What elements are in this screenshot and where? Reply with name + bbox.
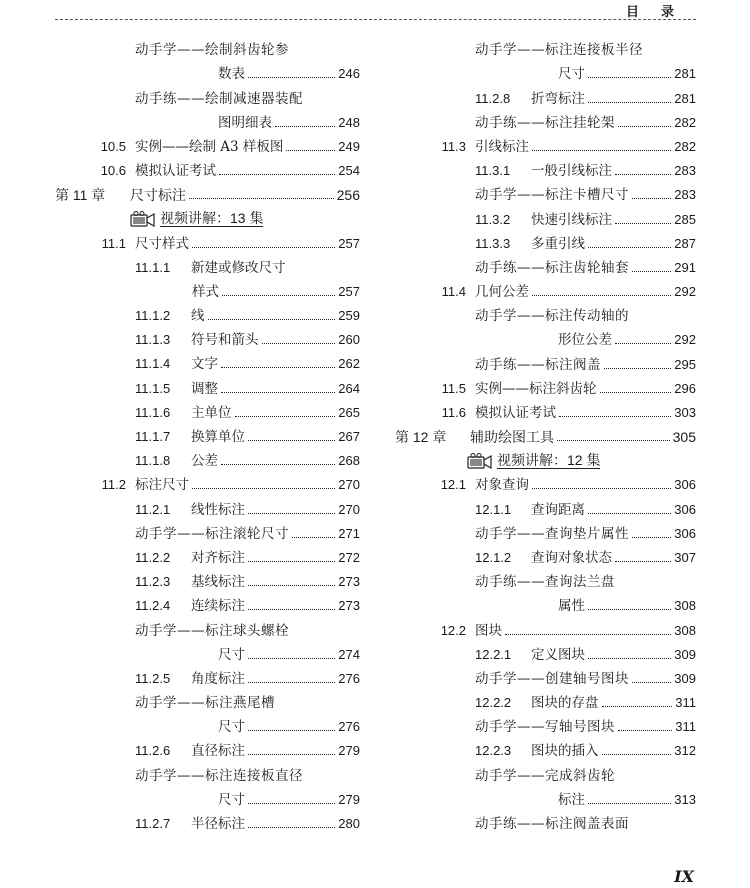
toc-entry[interactable] xyxy=(55,711,360,735)
video-camera-icon xyxy=(130,211,156,227)
toc-entry[interactable] xyxy=(55,759,360,783)
toc-entry-number: 11.1.5 xyxy=(135,380,171,396)
toc-entry[interactable] xyxy=(55,107,360,131)
toc-leader-dots xyxy=(192,247,335,248)
toc-entry-title: 直径标注 xyxy=(191,743,245,760)
toc-entry-title: 主单位 xyxy=(191,404,232,421)
toc-subsection-entry[interactable] xyxy=(55,663,360,687)
toc-subsection-entry[interactable] xyxy=(395,228,696,252)
toc-subsection-entry[interactable] xyxy=(55,300,360,324)
toc-subsection-entry[interactable] xyxy=(395,82,696,106)
toc-entry-title: 数表 xyxy=(218,66,245,83)
toc-entry-title: 实例——标注斜齿轮 xyxy=(475,380,597,397)
toc-entry-title: 查询距离 xyxy=(531,501,585,518)
toc-entry-number: 11.5 xyxy=(441,380,466,396)
toc-entry-page: 249 xyxy=(338,138,360,154)
toc-entry-page: 305 xyxy=(672,429,696,446)
toc-entry-title: 动手学——标注燕尾槽 xyxy=(135,695,275,712)
toc-entry-title: 动手学——查询垫片属性 xyxy=(475,525,629,542)
toc-entry-number: 11.3.3 xyxy=(475,235,511,251)
toc-entry-page: 257 xyxy=(338,235,360,251)
toc-entry-page: 306 xyxy=(674,525,696,541)
toc-entry-title: 基线标注 xyxy=(191,574,245,591)
toc-entry-number: 11.3 xyxy=(441,138,466,154)
toc-entry-page: 270 xyxy=(338,501,360,517)
toc-chapter-entry[interactable] xyxy=(395,421,696,445)
toc-entry-page: 311 xyxy=(675,719,696,735)
toc-leader-dots xyxy=(248,585,335,586)
toc-subsection-entry[interactable] xyxy=(55,566,360,590)
toc-entry-title: 快速引线标注 xyxy=(531,211,612,228)
toc-entry-number: 第 12 章 xyxy=(395,429,447,446)
toc-entry-number: 11.1.8 xyxy=(135,453,171,469)
toc-leader-dots xyxy=(248,561,335,562)
toc-entry-title: 换算单位 xyxy=(191,429,245,445)
toc-entry-page: 292 xyxy=(674,332,696,348)
toc-entry-number: 12.1.2 xyxy=(475,549,512,565)
running-title: 目录 xyxy=(625,4,696,19)
toc-entry-page: 264 xyxy=(338,380,360,396)
toc-subsection-entry[interactable] xyxy=(55,397,360,421)
toc-subsection-entry[interactable] xyxy=(55,372,360,396)
toc-leader-dots xyxy=(292,537,335,538)
toc-entry-page: 311 xyxy=(675,695,696,711)
toc-entry-title: 定义图块 xyxy=(531,646,585,663)
toc-entry-title: 半径标注 xyxy=(191,816,245,832)
toc-entry-title: 动手学——标注传动轴的 xyxy=(475,308,629,325)
toc-entry-title: 动手学——绘制斜齿轮参 xyxy=(135,42,289,59)
toc-section-entry[interactable] xyxy=(55,131,360,155)
toc-entry-page: 279 xyxy=(338,791,360,807)
toc-entry-title: 多重引线 xyxy=(531,235,585,252)
toc-entry[interactable] xyxy=(395,348,696,372)
toc-entry[interactable] xyxy=(395,107,696,131)
toc-leader-dots xyxy=(618,126,671,127)
toc-entry-page: 260 xyxy=(338,332,360,348)
toc-entry-number: 11.2.7 xyxy=(135,816,171,831)
toc-entry-number: 11.1.7 xyxy=(135,429,171,444)
toc-subsection-entry[interactable] xyxy=(395,542,696,566)
toc-entry[interactable] xyxy=(55,58,360,82)
toc-section-entry[interactable] xyxy=(395,131,696,155)
toc-entry-page: 308 xyxy=(674,598,696,614)
toc-entry-page: 281 xyxy=(674,66,696,82)
toc-entry-title: 公差 xyxy=(191,453,218,470)
toc-entry-title: 尺寸 xyxy=(218,719,245,736)
toc-entry-page: 276 xyxy=(338,719,360,735)
toc-entry-page: 267 xyxy=(338,429,360,444)
toc-entry-page: 265 xyxy=(338,404,360,420)
toc-entry[interactable] xyxy=(395,300,696,324)
toc-leader-dots xyxy=(588,658,671,659)
toc-entry-number: 12.2 xyxy=(440,622,466,638)
toc-entry-page: 306 xyxy=(674,501,696,517)
toc-subsection-entry[interactable] xyxy=(395,203,696,227)
toc-entry-title: 几何公差 xyxy=(475,284,529,301)
toc-leader-dots xyxy=(248,803,335,804)
toc-subsection-entry[interactable] xyxy=(395,735,696,759)
toc-entry-title: 线性标注 xyxy=(191,501,245,518)
toc-subsection-entry[interactable] xyxy=(395,687,696,711)
toc-leader-dots xyxy=(557,440,670,441)
toc-entry-title: 模拟认证考试 xyxy=(475,405,556,421)
toc-entry-number: 11.2.3 xyxy=(135,574,171,590)
toc-entry-page: 306 xyxy=(674,477,696,493)
toc-leader-dots xyxy=(588,803,671,804)
toc-entry-title: 形位公差 xyxy=(558,332,612,349)
toc-entry-number: 11.1 xyxy=(101,235,126,251)
toc-entry[interactable] xyxy=(55,34,360,58)
toc-entry-number: 11.2.8 xyxy=(475,90,511,106)
toc-section-entry[interactable] xyxy=(395,373,696,397)
toc-entry-page: 291 xyxy=(674,259,696,275)
toc-leader-dots xyxy=(588,102,671,103)
toc-entry-title: 动手学——标注连接板半径 xyxy=(475,42,643,59)
video-lecture-link[interactable] xyxy=(55,203,360,227)
toc-leader-dots xyxy=(248,440,335,441)
toc-leader-dots xyxy=(588,77,671,78)
toc-leader-dots xyxy=(615,343,671,344)
toc-entry-title: 尺寸样式 xyxy=(135,235,189,252)
toc-entry-title: 动手练——标注齿轮轴套 xyxy=(475,259,629,276)
toc-entry-number: 11.3.2 xyxy=(475,211,511,227)
toc-entry-title: 动手学——标注连接板直径 xyxy=(135,767,303,784)
toc-entry-title: 动手练——标注挂轮架 xyxy=(475,114,615,131)
toc-entry-page: 254 xyxy=(338,163,360,179)
toc-entry-number: 11.2.4 xyxy=(135,598,171,614)
toc-entry-number: 10.5 xyxy=(100,138,126,154)
toc-entry[interactable] xyxy=(395,252,696,276)
toc-section-entry[interactable] xyxy=(55,469,360,493)
toc-entry[interactable] xyxy=(395,324,696,348)
page-number: IX xyxy=(674,867,694,886)
toc-leader-dots xyxy=(618,730,672,731)
toc-entry[interactable] xyxy=(395,566,696,590)
toc-entry-title: 属性 xyxy=(558,598,585,615)
toc-entry-page: 313 xyxy=(674,791,696,807)
toc-leader-dots xyxy=(615,223,671,224)
toc-leader-dots xyxy=(208,319,336,320)
toc-leader-dots xyxy=(248,513,335,514)
toc-leader-dots xyxy=(219,174,335,175)
toc-section-entry[interactable] xyxy=(395,469,696,493)
toc-entry-page: 281 xyxy=(674,90,696,106)
toc-entry-title: 连续标注 xyxy=(191,598,245,615)
toc-entry-title: 标注 xyxy=(558,791,585,808)
toc-leader-dots xyxy=(235,416,336,417)
toc-entry-number: 11.6 xyxy=(441,405,466,420)
toc-chapter-entry[interactable] xyxy=(55,179,360,203)
toc-entry-page: 283 xyxy=(674,187,696,203)
toc-section-entry[interactable] xyxy=(395,276,696,300)
toc-entry[interactable] xyxy=(55,639,360,663)
toc-entry[interactable] xyxy=(55,784,360,808)
toc-entry[interactable] xyxy=(55,614,360,638)
toc-entry-page: 246 xyxy=(338,66,360,82)
toc-entry-page: 276 xyxy=(338,670,360,686)
toc-leader-dots xyxy=(248,754,335,755)
toc-entry-page: 295 xyxy=(674,356,696,372)
toc-entry[interactable] xyxy=(395,590,696,614)
toc-entry[interactable] xyxy=(55,276,360,300)
toc-entry-number: 11.2.5 xyxy=(135,670,171,686)
toc-entry-page: 307 xyxy=(674,549,696,565)
toc-leader-dots xyxy=(286,150,335,151)
toc-entry-title: 模拟认证考试 xyxy=(135,163,216,180)
toc-entry-title: 引线标注 xyxy=(475,138,529,155)
toc-leader-dots xyxy=(248,682,335,683)
toc-entry-title: 尺寸 xyxy=(558,66,585,83)
toc-leader-dots xyxy=(532,150,671,151)
toc-entry[interactable] xyxy=(395,711,696,735)
toc-entry-title: 查询对象状态 xyxy=(531,549,612,566)
toc-entry-title: 动手学——完成斜齿轮 xyxy=(475,767,615,784)
toc-entry-title: 动手学——标注卡槽尺寸 xyxy=(475,187,629,204)
toc-entry-title: 图块的存盘 xyxy=(531,695,599,712)
toc-entry-number: 11.2 xyxy=(101,477,126,493)
toc-entry-page: 309 xyxy=(674,670,696,686)
toc-entry-number: 11.1.1 xyxy=(135,259,171,275)
toc-entry-page: 283 xyxy=(674,163,696,179)
toc-entry[interactable] xyxy=(395,663,696,687)
toc-entry-title: 线 xyxy=(191,308,205,325)
toc-column-right xyxy=(395,34,696,832)
toc-leader-dots xyxy=(248,658,335,659)
toc-entry-page: 270 xyxy=(338,477,360,493)
toc-leader-dots xyxy=(559,416,671,417)
toc-entry-title: 对齐标注 xyxy=(191,549,245,566)
toc-leader-dots xyxy=(615,561,671,562)
toc-entry-title: 图明细表 xyxy=(218,114,272,131)
toc-entry-page: 308 xyxy=(674,622,696,638)
toc-entry-title: 角度标注 xyxy=(191,670,245,687)
toc-leader-dots xyxy=(632,271,671,272)
toc-leader-dots xyxy=(602,754,672,755)
toc-entry-page: 271 xyxy=(338,525,360,541)
toc-entry-title: 实例——绘制 A3 样板图 xyxy=(135,138,284,155)
toc-entry-title: 图块 xyxy=(475,622,502,639)
toc-entry[interactable] xyxy=(55,518,360,542)
toc-entry[interactable] xyxy=(395,808,696,832)
video-lecture-label: 视频讲解：12 集 xyxy=(497,452,601,469)
toc-leader-dots xyxy=(588,609,671,610)
page-header xyxy=(0,0,750,20)
toc-leader-dots xyxy=(588,247,671,248)
toc-entry-page: 259 xyxy=(338,308,360,324)
toc-section-entry[interactable] xyxy=(395,614,696,638)
toc-entry-title: 符号和箭头 xyxy=(191,332,259,349)
toc-entry-title: 调整 xyxy=(191,380,218,397)
toc-leader-dots xyxy=(532,488,671,489)
toc-leader-dots xyxy=(222,295,335,296)
toc-entry-page: 287 xyxy=(674,235,696,251)
video-camera-icon xyxy=(467,453,493,469)
toc-entry[interactable] xyxy=(395,58,696,82)
toc-entry-title: 动手学——写轴号图块 xyxy=(475,719,615,736)
toc-entry-title: 文字 xyxy=(191,356,218,373)
toc-leader-dots xyxy=(275,126,335,127)
toc-entry-number: 第 11 章 xyxy=(55,187,106,204)
toc-entry-title: 尺寸标注 xyxy=(130,187,186,204)
toc-subsection-entry[interactable] xyxy=(55,808,360,832)
toc-entry-number: 11.3.1 xyxy=(475,163,511,179)
toc-entry[interactable] xyxy=(395,784,696,808)
toc-entry-page: 292 xyxy=(674,284,696,300)
toc-entry-number: 11.1.3 xyxy=(135,332,171,348)
toc-leader-dots xyxy=(248,609,335,610)
toc-column-left xyxy=(55,34,360,832)
toc-entry-number: 11.1.4 xyxy=(135,356,171,372)
toc-subsection-entry[interactable] xyxy=(55,421,360,445)
toc-entry-number: 11.2.1 xyxy=(135,501,171,517)
toc-leader-dots xyxy=(248,827,335,828)
toc-entry-page: 303 xyxy=(674,405,696,420)
toc-section-entry[interactable] xyxy=(55,227,360,251)
toc-entry-title: 一般引线标注 xyxy=(531,163,612,180)
toc-entry-title: 辅助绘图工具 xyxy=(470,429,554,446)
toc-subsection-entry[interactable] xyxy=(55,324,360,348)
toc-subsection-entry[interactable] xyxy=(55,445,360,469)
toc-leader-dots xyxy=(505,634,671,635)
toc-subsection-entry[interactable] xyxy=(55,590,360,614)
toc-entry-page: 248 xyxy=(338,114,360,130)
toc-section-entry[interactable] xyxy=(395,397,696,421)
toc-entry-page: 256 xyxy=(336,187,360,204)
toc-entry[interactable] xyxy=(395,759,696,783)
toc-entry-page: 274 xyxy=(338,646,360,662)
toc-entry-title: 尺寸 xyxy=(218,791,245,808)
toc-entry-number: 11.2.6 xyxy=(135,743,171,759)
toc-entry-number: 11.2.2 xyxy=(135,549,171,565)
toc-leader-dots xyxy=(602,706,673,707)
toc-entry-number: 11.1.2 xyxy=(135,308,171,324)
toc-entry-page: 282 xyxy=(674,138,696,154)
toc-entry-title: 动手练——标注阀盖表面 xyxy=(475,816,629,832)
toc-entry-title: 新建或修改尺寸 xyxy=(191,259,286,276)
toc-entry-title: 动手练——绘制减速器装配 xyxy=(135,90,303,107)
toc-entry-number: 12.2.1 xyxy=(475,646,512,662)
toc-entry-page: 272 xyxy=(338,549,360,565)
toc-entry-page: 257 xyxy=(338,283,360,299)
toc-leader-dots xyxy=(221,464,335,465)
toc-entry-page: 273 xyxy=(338,574,360,590)
toc-entry-page: 285 xyxy=(674,211,696,227)
toc-leader-dots xyxy=(604,368,671,369)
toc-entry-title: 尺寸 xyxy=(218,646,245,663)
toc-entry-title: 动手学——标注球头螺栓 xyxy=(135,622,289,639)
toc-entry-title: 标注尺寸 xyxy=(135,477,189,494)
toc-entry-page: 273 xyxy=(338,598,360,614)
header-divider xyxy=(55,19,696,20)
toc-entry[interactable] xyxy=(395,518,696,542)
toc-entry-title: 对象查询 xyxy=(475,477,529,494)
toc-entry-page: 312 xyxy=(674,743,696,759)
toc-leader-dots xyxy=(600,392,672,393)
toc-entry-page: 279 xyxy=(338,743,360,759)
toc-entry-title: 动手练——查询法兰盘 xyxy=(475,574,615,591)
toc-entry-page: 262 xyxy=(338,356,360,372)
toc-entry-page: 268 xyxy=(338,453,360,469)
toc-entry-number: 12.1 xyxy=(440,477,466,493)
toc-leader-dots xyxy=(632,682,671,683)
toc-entry[interactable] xyxy=(55,82,360,106)
toc-entry-number: 12.1.1 xyxy=(475,501,512,517)
toc-entry-number: 12.2.3 xyxy=(475,743,512,759)
toc-entry-title: 动手学——创建轴号图块 xyxy=(475,670,629,687)
video-lecture-link[interactable] xyxy=(395,445,696,469)
toc-entry-page: 282 xyxy=(674,114,696,130)
toc-leader-dots xyxy=(248,77,335,78)
toc-leader-dots xyxy=(221,392,335,393)
toc-leader-dots xyxy=(262,343,336,344)
video-lecture-label: 视频讲解：13 集 xyxy=(160,210,264,227)
toc-entry-title: 折弯标注 xyxy=(531,90,585,107)
toc-leader-dots xyxy=(189,198,334,199)
toc-leader-dots xyxy=(192,488,335,489)
toc-entry[interactable] xyxy=(395,34,696,58)
toc-subsection-entry[interactable] xyxy=(55,542,360,566)
toc-subsection-entry[interactable] xyxy=(395,155,696,179)
toc-entry-page: 309 xyxy=(674,646,696,662)
toc-leader-dots xyxy=(588,513,671,514)
toc-leader-dots xyxy=(615,174,671,175)
toc-entry-page: 296 xyxy=(674,380,696,396)
toc-leader-dots xyxy=(221,367,335,368)
toc-entry-title: 图块的插入 xyxy=(531,743,599,760)
toc-entry-number: 11.4 xyxy=(441,284,466,300)
toc-entry-page: 280 xyxy=(338,816,360,831)
toc-leader-dots xyxy=(532,295,671,296)
toc-subsection-entry[interactable] xyxy=(395,639,696,663)
toc-leader-dots xyxy=(632,198,671,199)
toc-entry-title: 样式 xyxy=(192,283,219,300)
toc-entry-title: 动手练——标注阀盖 xyxy=(475,356,601,373)
toc-entry-number: 10.6 xyxy=(100,163,126,179)
toc-entry-number: 11.1.6 xyxy=(135,404,171,420)
toc-subsection-entry[interactable] xyxy=(55,493,360,517)
toc-section-entry[interactable] xyxy=(55,155,360,179)
toc-subsection-entry[interactable] xyxy=(55,348,360,372)
toc-entry[interactable] xyxy=(55,687,360,711)
toc-entry-title: 动手学——标注滚轮尺寸 xyxy=(135,525,289,542)
toc-subsection-entry[interactable] xyxy=(55,252,360,276)
toc-leader-dots xyxy=(632,537,671,538)
toc-entry[interactable] xyxy=(395,179,696,203)
toc-entry-number: 12.2.2 xyxy=(475,695,512,711)
toc-subsection-entry[interactable] xyxy=(395,493,696,517)
toc-leader-dots xyxy=(248,730,335,731)
toc-subsection-entry[interactable] xyxy=(55,735,360,759)
